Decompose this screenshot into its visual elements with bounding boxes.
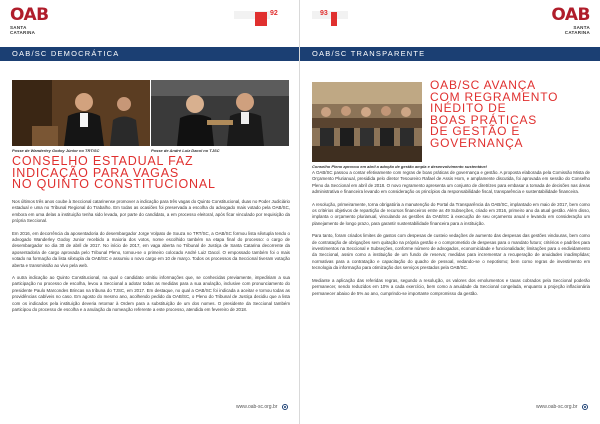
- body-paragraph: A outra indicação ao Quinto Constitucional, na qual o candidato omitiu informações que, se conhecidas previamente, impediriam a sua participação no processo de escolha, levou a Seccional a adotar todas as medidas para a sua anulação, inclusive com pronunciamento do presidente Paulo Marcondes Brincas na tribuna do TJSC, em 2017. Em destaque, no qual a OAB/SC foi indicada a aceitar e tornou todas as providências cabíveis no caso. Em agosto do mesmo ano, acolhendo pedido da OAB/SC, o Pleno do Tribunal de Justiça decidiu que a lista com os indicados pela instituição deveria retornar à Ordem para a substituição de um dos nomes. O presidente da Seccional também participou do processo de escolha e a anulação da nomeação referente a este processo, atendida em fevereiro de 2018.: [12, 275, 290, 313]
- photo-caption: Conselho Pleno aprovou em abril a adoção de gestão ampla e desenvolvimento sustentável: [312, 164, 487, 169]
- oab-logo: [10, 5, 50, 35]
- footer-url[interactable]: www.oab-sc.org.br: [536, 404, 578, 410]
- body-paragraph: A OAB/SC passou a contar efetivamente com regras de boas práticas de governança e gestão. A proposta elaborada pela Comissão Mista de Orçamento Plurianual, presidida pelo diretor Tesoureiro Rafael de Assis Horn, e amplamente discutida, foi aprovada em sessão do Conselho Pleno da Seccional em abril de 2018. O novo regramento apresenta um conjunto de diretrizes para embasar a tomada de decisões nas áreas administrativa e financeira levando em consideração os princípios da responsabilidade fiscal, transparência e sustentabilidade financeira.: [312, 170, 590, 195]
- logo-wordmark: OAB: [551, 5, 590, 25]
- article-title: [430, 80, 595, 149]
- page-number: 93: [320, 10, 328, 17]
- section-bar: [300, 47, 600, 61]
- section-label: OAB/SC TRANSPARENTE: [312, 49, 426, 58]
- logo-wordmark: OAB: [10, 5, 49, 25]
- footer-url[interactable]: www.oab-sc.org.br: [236, 404, 278, 410]
- web-globe-icon: [582, 404, 588, 410]
- photo-posse-trt: [12, 80, 150, 146]
- photo-posse-tjsc: [151, 80, 289, 146]
- section-bar: [0, 47, 300, 61]
- title-line: INDICAÇÃO PARA VAGAS: [12, 165, 179, 180]
- title-line: CONSELHO ESTADUAL FAZ: [12, 154, 194, 168]
- page-footer: [536, 404, 588, 410]
- web-globe-icon: [282, 404, 288, 410]
- logo-state: SANTA CATARINA: [564, 25, 590, 35]
- title-line: OAB/SC AVANÇA: [430, 78, 536, 92]
- section-label: OAB/SC DEMOCRÁTICA: [12, 49, 120, 58]
- oab-logo: [550, 5, 590, 35]
- page-ribbon: [331, 12, 337, 26]
- article-body: [312, 170, 590, 303]
- page-ribbon: [255, 12, 267, 26]
- page-header: [300, 0, 600, 40]
- article-title: [12, 156, 252, 191]
- body-paragraph: Nos últimos três anos coube à Seccional catarinense promover a indicação para três vagas do Quinto Constitucional, duas no Poder Judiciário estadual e uma no Tribunal Regional do Trabalho. Em todas as ocasiões foi preservada a escolha do advogado mais votado pela OAB/SC, embora em uma delas a instituição tenha sido levada, por parte do candidato, a em processo eleitoral, após ficar vinculado por requisição da própria Seccional.: [12, 199, 290, 224]
- photo-caption-2: Posse de André Luiz Dacol no TJSC: [151, 148, 220, 153]
- title-line: COM REGRAMENTO: [430, 89, 559, 104]
- body-paragraph: Em 2016, em decorrência da aposentadoria do desembargador Jorge Volpato de Souza no TRT/SC, a OAB/SC formou lista sêxtupla tendo o advogado Wanderley Godoy Junior recebido a maioria dos votos, nome escolhido também na etapa final do processo: o cargo de desembargador no dia 30 de abril de 2017. No início de 2017, em vaga aberta no Tribunal de Justiça de Santa Catarina decorrente da aposentadoria de cargo aprovada pelo Tribunal Pleno, tornou-se o primeiro colocado André Luiz Dacol. O empossado também foi o mais votado na formação da lista sêxtupla da OAB/SC e assumiu o novo cargo em 10 de março. Todos os processos da Seccional tiveram votação aberta e transmissão ao vivo pela web.: [12, 230, 290, 268]
- logo-state: SANTA CATARINA: [10, 25, 36, 35]
- photo-caption-1: Posse de Wanderley Godoy Júnior no TRT/SC: [12, 148, 100, 153]
- page-tab: [312, 11, 348, 19]
- right-page: [300, 0, 600, 424]
- photo-conselho-pleno: [312, 82, 422, 162]
- title-line: BOAS PRÁTICAS: [430, 112, 538, 127]
- body-paragraph: Para tanto, foram criados limites de gastos com despesas de custeio vedações de aumento das despesas das gestões vindouras, bem como de contratação de obrigações sem quitação na própria gestão e o comprometido de despesas para o mandato futuro; critérios e padrões para investimentos na Seccional e Subseções, conforme número de advogados, economicidade e funcionalidade; limitações para o endividamento da Seccional, assim como a instituição de um fundo de reserva; medidas para incrementar a recuperação de anuidades inadimplidas; normativas para a contratação e capacitação do quadro de pessoal, vedando-se o nepotismo; bem como regras de investimento em tecnologia da informação para otimização dos serviços prestados pela OAB/SC.: [312, 233, 590, 271]
- page-header: [0, 0, 300, 40]
- page-footer: [236, 404, 288, 410]
- title-line: NO QUINTO CONSTITUCIONAL: [12, 177, 216, 191]
- article-body: [12, 199, 290, 320]
- title-line: INÉDITO DE: [430, 101, 507, 115]
- body-paragraph: A resolução, primeiramente, torna obrigatória a manutenção do Portal da Transparência da OAB/SC, implantado em maio de 2017, bem como os critérios objetivos de repartição de recursos financeiros entre as 49 Subseções, criado em 2016, primeiro ano da atual gestão. Além disso, implanta o orçamento plurianual, vinculando as gestões da OAB/SC à execução de seu orçamento anual e levando em consideração um planejamento de longo prazo, para garantir sustentabilidade financeira para a instituição.: [312, 201, 590, 226]
- page-number: 92: [270, 10, 278, 17]
- body-paragraph: Mediante a aplicação das referidas regras, segundo a resolução, os valores dos emolumentos e taxas cobrados pela Seccional poderão permanecer, sendo reduzidos em 10% a cada exercício, bem como a anuidade da Seccional congelada, enquanto a projeção inflacionária permanecer abaixo de 5% ao ano, cumprindo-se importante compromisso da gestão.: [312, 277, 590, 296]
- title-line: GOVERNANÇA: [430, 135, 524, 150]
- title-line: DE GESTÃO E: [430, 124, 521, 138]
